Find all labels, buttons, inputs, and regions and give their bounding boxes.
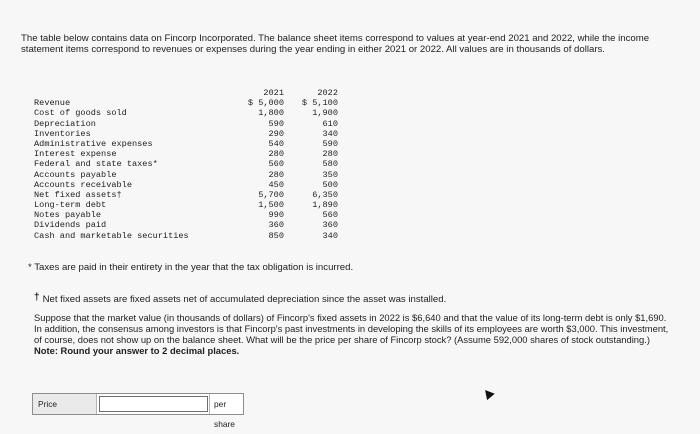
mouse-cursor-icon bbox=[481, 387, 494, 400]
row-value-2021: 5,700 bbox=[258, 189, 284, 200]
taxes-note: * Taxes are paid in their entirety in the year that the tax obligation is incurred. bbox=[28, 262, 354, 273]
row-value-2021: 280 bbox=[268, 149, 284, 160]
row-label: Federal and state taxes* bbox=[34, 159, 158, 170]
row-label: Inventories bbox=[34, 128, 91, 139]
row-value-2022: 1,890 bbox=[312, 200, 338, 211]
row-label: Accounts payable bbox=[34, 169, 117, 180]
row-value-2021: 540 bbox=[268, 138, 284, 149]
row-label: Dividends paid bbox=[34, 220, 107, 231]
row-value-2022: 1,900 bbox=[312, 108, 338, 119]
row-value-2021: 590 bbox=[268, 118, 284, 129]
row-value-2022: 580 bbox=[322, 159, 338, 170]
answer-row bbox=[32, 393, 244, 429]
row-label: Cash and marketable securities bbox=[34, 230, 189, 241]
dagger-symbol: † bbox=[34, 292, 40, 303]
question bbox=[34, 312, 674, 356]
row-value-2022: 280 bbox=[322, 149, 338, 160]
row-value-2021: 290 bbox=[268, 128, 284, 139]
row-value-2022: 350 bbox=[322, 169, 338, 180]
per-share-label: per share bbox=[209, 394, 243, 414]
header-2021: 2021 bbox=[263, 88, 284, 98]
price-input[interactable] bbox=[99, 396, 208, 412]
row-value-2022: 6,350 bbox=[312, 189, 338, 200]
row-value-2022: 560 bbox=[322, 210, 338, 221]
row-label: Accounts receivable bbox=[34, 179, 132, 190]
row-value-2022: $ 5,100 bbox=[301, 98, 338, 109]
row-label: Depreciation bbox=[34, 118, 96, 129]
row-value-2022: 610 bbox=[322, 118, 338, 129]
row-value-2022: 590 bbox=[322, 138, 338, 149]
row-value-2021: 1,500 bbox=[258, 200, 284, 211]
row-value-2021: 280 bbox=[268, 169, 284, 180]
row-label: Interest expense bbox=[34, 149, 117, 160]
assets-note bbox=[34, 292, 446, 305]
intro-text: The table below contains data on Fincorp Incorporated. The balance sheet items correspond to values at year-end 2021 and 2022, while the income statement items correspond to revenues or expenses during the year ending in either 2021 or 2022. All values are in thousands of dollars. bbox=[21, 33, 650, 56]
row-value-2021: 990 bbox=[268, 210, 284, 221]
header-2022: 2022 bbox=[317, 88, 338, 98]
row-value-2021: 360 bbox=[268, 220, 284, 231]
row-value-2022: 500 bbox=[322, 179, 338, 190]
row-label: Cost of goods sold bbox=[34, 108, 127, 119]
row-value-2022: 340 bbox=[322, 128, 338, 139]
row-label: Net fixed assets† bbox=[34, 189, 122, 200]
row-value-2021: 850 bbox=[268, 230, 284, 241]
question-text: Suppose that the market value (in thousands of dollars) of Fincorp's fixed assets in 2022 is $6,640 and that the value of its long-term debt is only $1,690. In addition, the consensus among investors is that Fincorp's past investments in developing the skills of its employees are worth $3,000. This investment, of course, does not show up on the balance sheet. What will be the price per share of Fincorp stock? (Assume 592,000 shares of stock outstanding.) bbox=[34, 312, 669, 345]
row-value-2021: 1,800 bbox=[258, 108, 284, 119]
row-value-2022: 360 bbox=[322, 220, 338, 231]
assets-note-text: Net fixed assets are fixed assets net of accumulated depreciation since the asset was installed. bbox=[42, 294, 447, 305]
row-value-2021: $ 5,000 bbox=[247, 98, 284, 109]
price-label: Price bbox=[33, 394, 97, 414]
row-value-2022: 340 bbox=[322, 230, 338, 241]
row-value-2021: 450 bbox=[268, 179, 284, 190]
row-label: Long-term debt bbox=[34, 200, 107, 211]
row-value-2021: 560 bbox=[268, 159, 284, 170]
row-label: Revenue bbox=[34, 98, 71, 109]
row-label: Administrative expenses bbox=[34, 138, 153, 149]
rounding-note: Note: Round your answer to 2 decimal places. bbox=[34, 345, 240, 356]
row-label: Notes payable bbox=[34, 210, 102, 221]
